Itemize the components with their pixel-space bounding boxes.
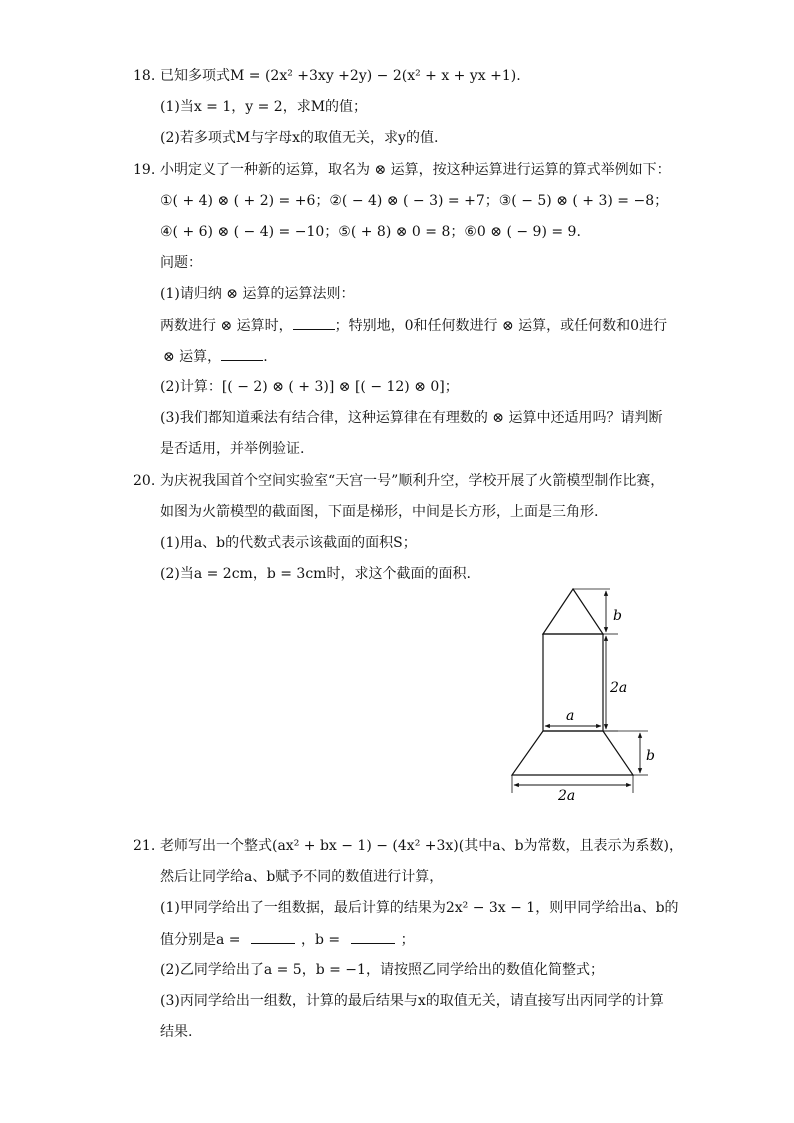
label-mid-2a: 2a — [610, 680, 628, 696]
q21-stem-line2: 然后让同学给a、b赋予不同的数值进行计算， — [160, 869, 444, 885]
q19-question-label: 问题： — [160, 255, 202, 271]
trapezoid-bottom-shape — [512, 731, 633, 775]
q19-part3-line1: (3)我们都知道乘法有结合律，这种运算律在有理数的 ⊗ 运算中还适用吗？请判断 — [160, 410, 663, 426]
q19-answer-blank-2[interactable] — [221, 346, 263, 361]
q21-part3-line1: (3)丙同学给出一组数，计算的最后结果与x的取值无关，请直接写出丙同学的计算 — [160, 993, 664, 1009]
q21-answer-blank-a[interactable] — [251, 929, 295, 944]
q21-part1-b1: 值分别是a = — [160, 932, 245, 948]
q19-rule-line1 — [160, 315, 667, 336]
q19-number: 19. — [133, 162, 156, 178]
q19-rule-b: ；特别地，0和任何数进行 ⊗ 运算，或任何数和0进行 — [334, 318, 668, 334]
q19-rule-line2 — [163, 346, 268, 367]
q20-stem-line1: 为庆祝我国首个空间实验室“天宫一号”顺利升空，学校开展了火箭模型制作比赛， — [160, 473, 665, 489]
q20-number: 20. — [133, 473, 156, 489]
label-bot-2a: 2a — [558, 788, 576, 804]
q19-examples-row2: ④( + 6) ⊗ ( − 4) = −10；⑤( + 8) ⊗ 0 = 8；⑥0 ⊗ ( − 9) = 9. — [160, 224, 581, 240]
q20-stem-line2: 如图为火箭模型的截面图，下面是梯形，中间是长方形，上面是三角形. — [160, 504, 599, 520]
q19-rule-a: 两数进行 ⊗ 运算时， — [160, 318, 293, 334]
q21-part1-b3: ； — [400, 932, 415, 948]
triangle-top-shape — [543, 589, 603, 634]
q19-answer-blank-1[interactable] — [293, 315, 335, 330]
label-bot-b: b — [646, 748, 655, 764]
q21-number: 21. — [133, 838, 156, 854]
q21-answer-blank-b[interactable] — [351, 929, 395, 944]
q19-examples-row1: ①( + 4) ⊗ ( + 2) = +6；②( − 4) ⊗ ( − 3) = +7；③( − 5) ⊗ ( + 3) = −8； — [160, 193, 669, 209]
q21-part1-line2 — [160, 929, 415, 950]
q19-rule-end: . — [263, 349, 268, 365]
q18-part1: (1)当x = 1，y = 2，求M的值； — [160, 99, 368, 115]
q18-number: 18. — [133, 68, 156, 84]
label-top-b: b — [613, 608, 622, 624]
q19-part1: (1)请归纳 ⊗ 运算的运算法则： — [160, 286, 355, 302]
q19-rule-c: ⊗ 运算， — [163, 349, 222, 365]
q21-part1-line1: (1)甲同学给出了一组数据，最后计算的结果为2x² − 3x − 1，则甲同学给出a、b的 — [160, 900, 679, 916]
q21-stem-line1: 老师写出一个整式(ax² + bx − 1) − (4x² +3x)(其中a、b为常数，且表示为系数)， — [160, 838, 683, 854]
q19-part3-line2: 是否适用，并举例验证. — [160, 441, 305, 457]
q21-part1-b2: ，b = — [300, 932, 345, 948]
q21-part2: (2)乙同学给出了a = 5，b = −1，请按照乙同学给出的数值化简整式； — [160, 962, 604, 978]
label-mid-a: a — [566, 708, 575, 724]
q20-part2: (2)当a = 2cm，b = 3cm时，求这个截面的面积. — [160, 566, 471, 582]
rocket-cross-section-figure — [500, 585, 680, 805]
q18-stem: 已知多项式M = (2x² +3xy +2y) − 2(x² + x + yx +1). — [160, 68, 521, 84]
q21-part3-line2: 结果. — [160, 1024, 193, 1040]
q18-part2: (2)若多项式M与字母x的取值无关，求y的值. — [160, 130, 439, 146]
q19-part2: (2)计算：[( − 2) ⊗ ( + 3)] ⊗ [( − 12) ⊗ 0]； — [160, 379, 459, 395]
q19-stem: 小明定义了一种新的运算，取名为 ⊗ 运算，按这种运算进行运算的算式举例如下： — [160, 162, 671, 178]
q20-part1: (1)用a、b的代数式表示该截面的面积S； — [160, 535, 417, 551]
